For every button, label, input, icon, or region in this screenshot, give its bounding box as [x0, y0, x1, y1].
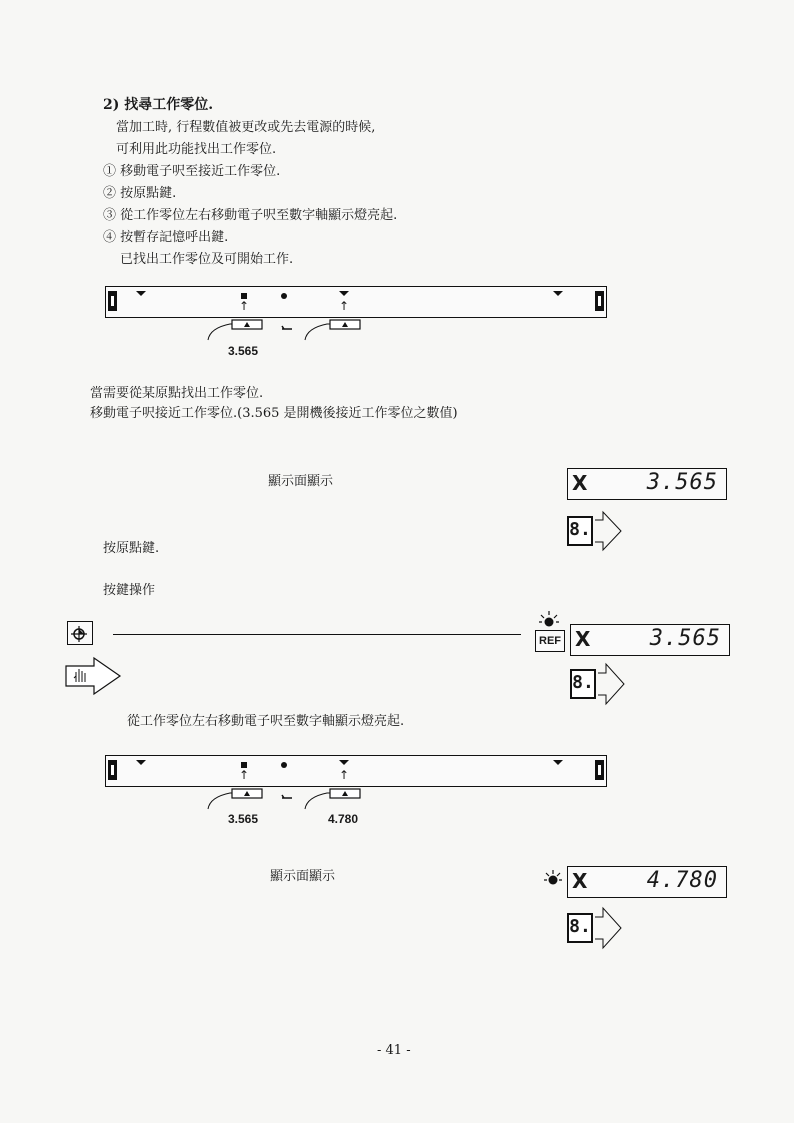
page-number: - 41 -: [377, 1043, 411, 1058]
axis-indicator: 8.: [567, 913, 593, 943]
scale-value-left: 3.565: [228, 812, 259, 826]
display-label: 顯示面顯示: [268, 474, 334, 489]
up-arrow-icon: ↑: [339, 299, 350, 313]
intro-line-2: 可利用此功能找出工作零位.: [116, 142, 277, 157]
scale-end-right: [595, 760, 604, 780]
step-result: 已找出工作零位及可開始工作.: [120, 252, 294, 267]
step-number: ③: [103, 208, 117, 223]
axis-label: X: [572, 869, 588, 893]
step-number: ④: [103, 230, 117, 245]
section-heading: 2) 找尋工作零位.: [103, 97, 214, 113]
lamp-icon: [543, 868, 565, 888]
scale-end-left: [108, 291, 117, 311]
axis-indicator: 8.: [570, 669, 596, 699]
step-text: 從工作零位左右移動電子呎至數字軸顯示燈亮起.: [120, 208, 398, 223]
display-value: 3.565: [646, 470, 718, 495]
scale-end-left: [108, 760, 117, 780]
step-3: [103, 207, 397, 225]
arrow-right-icon: [593, 906, 623, 950]
scale-marker-icon: [553, 760, 563, 765]
axis-label: X: [575, 627, 591, 651]
step-number: ①: [103, 164, 117, 179]
step-text: 按原點鍵.: [120, 186, 177, 201]
axis-display-2: [570, 624, 730, 656]
scale-marker-icon: [136, 291, 146, 296]
scale-marker-icon: [553, 291, 563, 296]
para-line-2: 移動電子呎接近工作零位.(3.565 是開機後接近工作零位之數值): [90, 406, 458, 421]
step-1: [103, 163, 280, 181]
display-label: 顯示面顯示: [270, 869, 336, 884]
display-value: 4.780: [646, 868, 718, 893]
step-4: [103, 229, 228, 247]
scale-marker-icon: [339, 291, 349, 296]
press-ref-text: 按原點鍵.: [103, 541, 160, 556]
move-instruction: 從工作零位左右移動電子呎至數字軸顯示燈亮起.: [127, 714, 405, 729]
origin-key-button[interactable]: [67, 621, 93, 645]
lamp-icon: [537, 609, 561, 629]
scale-marker-icon: [136, 760, 146, 765]
up-arrow-icon: ↑: [239, 768, 250, 782]
reader-head-diagram-2: [200, 783, 370, 813]
pointer-hand-icon: [64, 656, 122, 696]
scale-end-right: [595, 291, 604, 311]
key-operation-label: 按鍵操作: [103, 583, 156, 598]
scale-value-right: 4.780: [328, 812, 359, 826]
arrow-right-icon: [593, 510, 623, 552]
step-2: [103, 185, 176, 203]
arrow-right-icon: [596, 662, 626, 706]
display-value: 3.565: [649, 626, 721, 651]
para-line-1: 當需要從某原點找出工作零位.: [90, 386, 264, 401]
up-arrow-icon: ↑: [239, 299, 250, 313]
scale-value: 3.565: [228, 344, 259, 358]
intro-line-1: 當加工時, 行程數值被更改或先去電源的時候,: [116, 120, 376, 135]
ref-key-button[interactable]: REF: [535, 630, 565, 652]
reader-head-diagram-1: [200, 314, 370, 344]
step-number: ②: [103, 186, 117, 201]
reference-dot-icon: [281, 293, 287, 299]
scale-marker-icon: [339, 760, 349, 765]
connector-line: [113, 634, 521, 635]
axis-indicator: 8.: [567, 516, 593, 546]
axis-display-1: [567, 468, 727, 500]
axis-display-3: [567, 866, 727, 898]
up-arrow-icon: ↑: [339, 768, 350, 782]
step-text: 移動電子呎至接近工作零位.: [120, 164, 281, 179]
reference-dot-icon: [281, 762, 287, 768]
origin-key-icon: [68, 622, 92, 644]
axis-label: X: [572, 471, 588, 495]
step-text: 按暫存記憶呼出鍵.: [120, 230, 229, 245]
